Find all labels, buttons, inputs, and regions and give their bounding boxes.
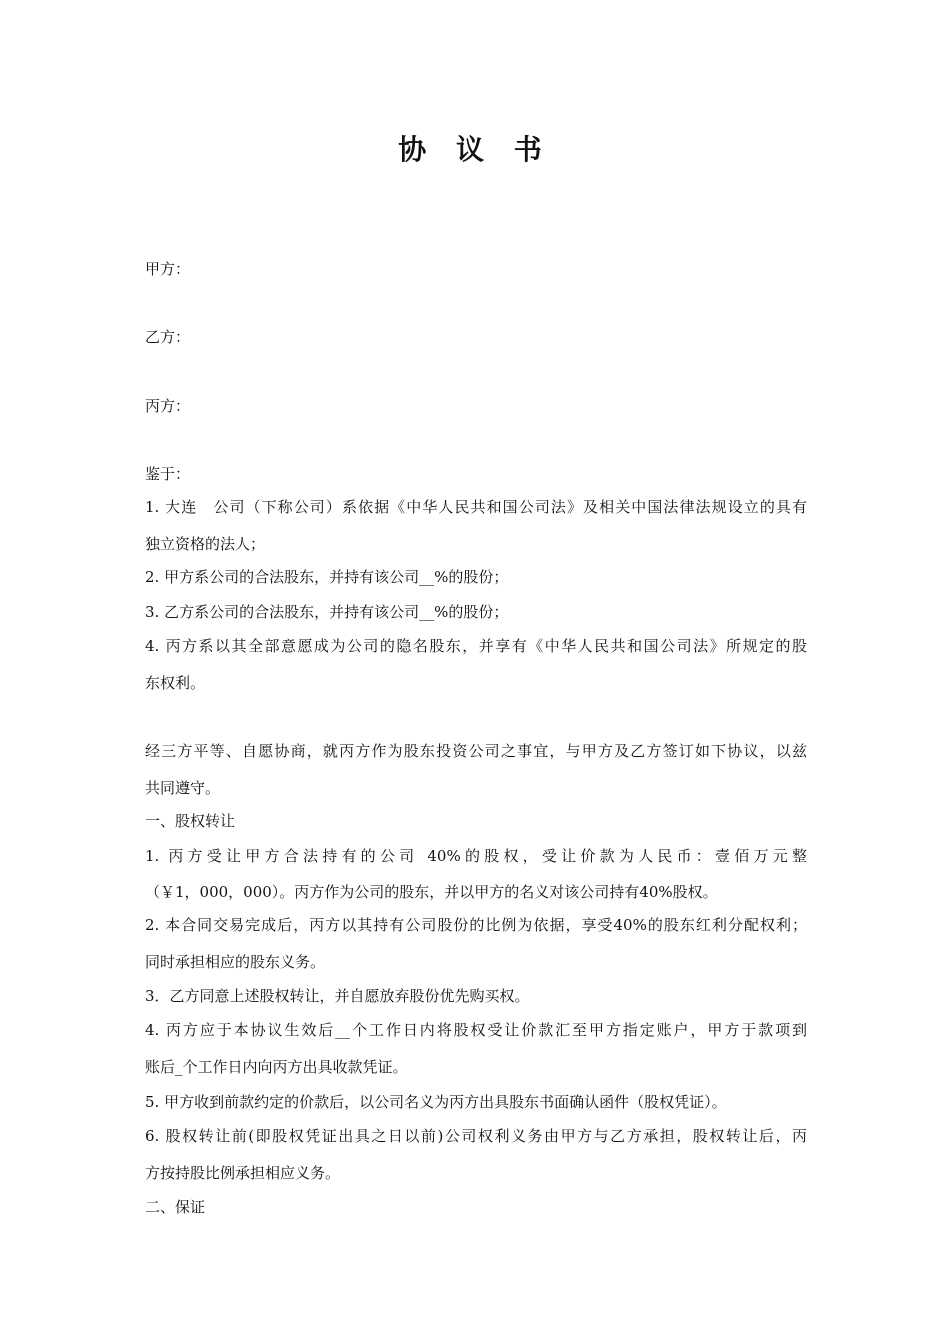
section-1-heading: 一、股权转让	[145, 812, 236, 830]
clause-2-line-1: 2. 本合同交易完成后，丙方以其持有公司股份的比例为依据，享受40%的股东红利分配权利；	[145, 916, 807, 934]
recital-2: 2. 甲方系公司的合法股东，并持有该公司__%的股份；	[145, 568, 509, 586]
recital-4-line-2: 东权利。	[145, 674, 206, 692]
document-title: 协 议 书	[398, 133, 552, 166]
clause-5: 5. 甲方收到前款约定的价款后，以公司名义为丙方出具股东书面确认函件（股权凭证）。	[145, 1093, 727, 1111]
clause-4-line-2: 账后_个工作日内向丙方出具收款凭证。	[145, 1058, 408, 1076]
recital-3: 3. 乙方系公司的合法股东，并持有该公司__%的股份；	[145, 603, 509, 621]
section-2-heading: 二、保证	[145, 1198, 206, 1216]
recital-1-line-2: 独立资格的法人；	[145, 535, 266, 553]
party-c-label: 丙方：	[145, 397, 191, 415]
party-b-label: 乙方：	[145, 328, 191, 346]
clause-1-line-1: 1. 丙方受让甲方合法持有的公司 40%的股权，受让价款为人民币：壹佰万元整	[145, 847, 807, 865]
recital-1-line-1: 1. 大连 公司（下称公司）系依据《中华人民共和国公司法》及相关中国法律法规设立的具有	[145, 498, 807, 516]
clause-3: 3．乙方同意上述股权转让，并自愿放弃股份优先购买权。	[145, 987, 530, 1005]
clause-1-line-2: （￥1，000，000）。丙方作为公司的股东，并以甲方的名义对该公司持有40%股权。	[145, 883, 718, 901]
whereas-heading: 鉴于：	[145, 465, 191, 483]
recital-4-line-1: 4. 丙方系以其全部意愿成为公司的隐名股东，并享有《中华人民共和国公司法》所规定的股	[145, 637, 807, 655]
clause-2-line-2: 同时承担相应的股东义务。	[145, 953, 326, 971]
intro-line-2: 共同遵守。	[145, 779, 221, 797]
clause-6-line-2: 方按持股比例承担相应义务。	[145, 1164, 341, 1182]
party-a-label: 甲方：	[145, 260, 191, 278]
clause-6-line-1: 6. 股权转让前(即股权凭证出具之日以前)公司权利义务由甲方与乙方承担，股权转让后，丙	[145, 1127, 807, 1145]
clause-4-line-1: 4. 丙方应于本协议生效后__个工作日内将股权受让价款汇至甲方指定账户，甲方于款项到	[145, 1021, 807, 1039]
intro-line-1: 经三方平等、自愿协商，就丙方作为股东投资公司之事宜，与甲方及乙方签订如下协议，以兹	[145, 742, 807, 760]
